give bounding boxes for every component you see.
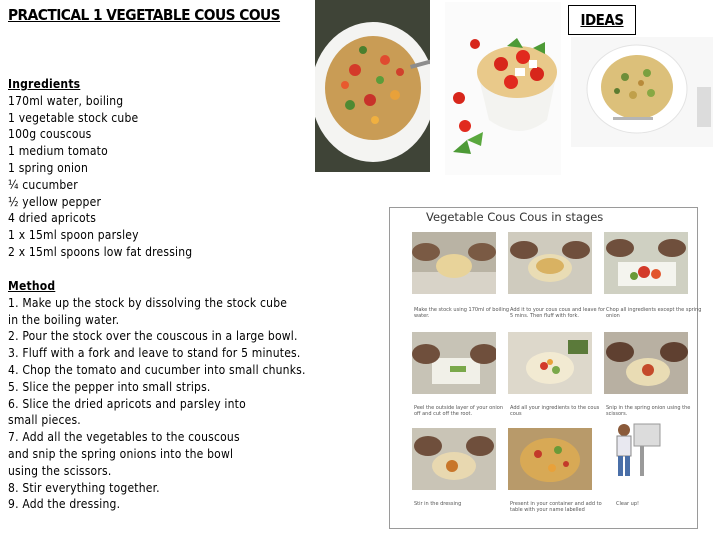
ingredient-item: 2 x 15ml spoons low fat dressing [8, 244, 193, 259]
method-line: 2. Pour the stock over the couscous in a large bowl. [8, 329, 298, 344]
ingredient-item: ½ yellow pepper [8, 194, 102, 209]
method-line: 7. Add all the vegetables to the couscous [8, 430, 240, 445]
tomato-mozzarella-couscous-photo [445, 2, 561, 175]
stage-caption-5: Add all your ingredients to the cous cous [510, 405, 600, 417]
method-line: 6. Slice the dried apricots and parsley into [8, 396, 246, 411]
method-line: and snip the spring onions into the bowl [8, 446, 234, 461]
couscous-salad-bowl-photo [315, 0, 430, 172]
couscous-plate-photo [571, 37, 713, 147]
stage-photo-4 [412, 332, 496, 394]
ingredient-item: 1 x 15ml spoon parsley [8, 228, 139, 243]
stage-photo-7 [412, 428, 496, 490]
ingredient-item: 100g couscous [8, 127, 92, 142]
stage-caption-8: Present in your container and add to table with your name labelled [510, 501, 602, 513]
method-line: 9. Add the dressing. [8, 497, 121, 512]
ingredients-section [8, 76, 192, 261]
stage-photo-6 [604, 332, 688, 394]
method-line: 5. Slice the pepper into small strips. [8, 379, 211, 394]
stage-photo-1 [412, 232, 496, 294]
method-section [8, 278, 306, 513]
ingredient-item: 4 dried apricots [8, 211, 97, 226]
page-title: PRACTICAL 1 VEGETABLE COUS COUS [8, 6, 281, 24]
stage-photo-5 [508, 332, 592, 394]
ingredient-item: ¼ cucumber [8, 177, 78, 192]
stages-title: Vegetable Cous Cous in stages [426, 210, 604, 224]
stage-photo-2 [508, 232, 592, 294]
stages-panel [389, 207, 702, 529]
stage-caption-4: Peel the outside layer of your onion off and cut off the root. [414, 405, 504, 417]
method-line: using the scissors. [8, 463, 112, 478]
stage-photo-3 [604, 232, 688, 294]
method-line: 4. Chop the tomato and cucumber into small chunks. [8, 362, 306, 377]
stage-photo-8 [508, 428, 592, 490]
method-line: 3. Fluff with a fork and leave to stand for 5 minutes. [8, 346, 301, 361]
method-heading: Method [8, 279, 56, 293]
ingredient-item: 1 spring onion [8, 160, 89, 175]
ingredient-item: 1 medium tomato [8, 144, 108, 159]
stage-photo-9 [604, 418, 664, 488]
method-line: small pieces. [8, 413, 81, 428]
stage-caption-6: Snip in the spring onion using the scissors. [606, 405, 691, 417]
method-line: in the boiling water. [8, 312, 120, 327]
stage-caption-2: Add it to your cous cous and leave for 5 mins. Then fluff with fork. [510, 307, 606, 319]
stage-caption-9: Clear up! [616, 501, 640, 507]
ingredient-item: 1 vegetable stock cube [8, 110, 139, 125]
method-line: 8. Stir everything together. [8, 480, 160, 495]
stage-caption-1: Make the stock using 170ml of boiling water. [414, 307, 510, 319]
ingredients-heading: Ingredients [8, 77, 81, 91]
stage-caption-7: Stir in the dressing [414, 501, 462, 507]
stage-caption-3: Chop all ingredients except the spring onion [606, 307, 702, 319]
ideas-label: IDEAS [568, 5, 636, 35]
method-line: 1. Make up the stock by dissolving the stock cube [8, 295, 288, 310]
ingredient-item: 170ml water, boiling [8, 93, 124, 108]
